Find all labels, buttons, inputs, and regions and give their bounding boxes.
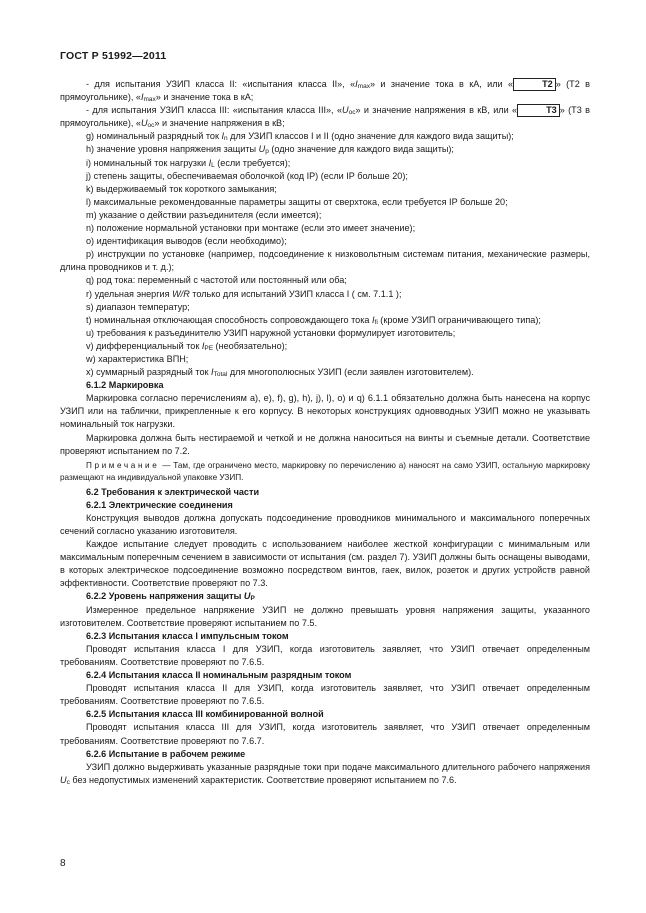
paragraph-connections-1: Конструкция выводов должна допускать подсоединение проводников минимального и максимального поперечных сечений согласно указанию изготовителя.: [60, 512, 590, 536]
list-item-s: s) диапазон температур;: [86, 301, 190, 312]
list-item-i: i) номинальный ток нагрузки $I_L$ (если требуется);: [86, 157, 291, 169]
list-item-r: r) удельная энергия W/R только для испытаний УЗИП класса I ( см. 7.1.1 );: [86, 288, 402, 299]
note: Примечание — Там, где ограничено место, маркировку по перечислению а) наносят на само УЗИП, остальную маркировку размещают на индивидуальной упаковке УЗИП.: [60, 460, 590, 482]
list-item-n: n) положение нормальной установки при монтаже (если это имеет значение);: [86, 223, 416, 234]
list-item-u: u) требования к разъединителю УЗИП наружной установки формулирует изготовитель;: [86, 327, 456, 338]
document-header: ГОСТ Р 51992—2011: [60, 50, 167, 62]
list-item-m: m) указание о действии разъединителя (если имеется);: [86, 209, 322, 220]
page-number: 8: [60, 858, 66, 869]
list-item-q: q) род тока: переменный с частотой или постоянный или оба;: [86, 275, 347, 286]
list-item-l: l) максимальные рекомендованные параметры защиты от сверхтока, если требуется IP больше 20;: [86, 196, 508, 207]
note-label: Примечание: [86, 460, 160, 470]
paragraph-class2-test: Проводят испытания класса II для УЗИП, когда изготовитель заявляет, что УЗИП отвечает определенным требованиям. Соответствие проверяют по 7.6.5.: [60, 683, 590, 707]
t3-boxed-symbol: T3: [517, 104, 560, 117]
list-item-x: x) суммарный разрядный ток $I_{Total}$ для многополюсных УЗИП (если заявлен изготовителем).: [86, 367, 474, 379]
paragraph-class3-test: Проводят испытания класса III для УЗИП, когда изготовитель заявляет, что УЗИП отвечает определенным требованиям. Соответствие проверяют по 7.6.7.: [60, 722, 590, 746]
list-item-h: h) значение уровня напряжения защиты $U_p$ (одно значение для каждого вида защиты);: [86, 144, 454, 156]
section-title-6-2-5: 6.2.5 Испытания класса III комбинированной волной: [86, 709, 324, 720]
t2-boxed-symbol: T2: [513, 78, 556, 91]
list-item-p: p) инструкции по установке (например, подсоединение к низковольтным системам питания, механические размеры, длина проводников и т. д.);: [60, 249, 590, 273]
paragraph-marking-1: Маркировка согласно перечислениям а), е), f), g), h), j), l), о) и q) 6.1.1 обязательно должна быть нанесена на корпус УЗИП или на таблички, прикрепленные к его корпусу. В некоторых конструкциях одновводных УЗИП можно не указывать номинальный ток нагрузки.: [60, 393, 590, 430]
paragraph-connections-2: Каждое испытание следует проводить с использованием наиболее жесткой конфигурации с минимальным или максимальным поперечным сечением в зависимости от испытания (см. раздел 7). УЗИП должны быть оснащены выводами, в которых электрическое подсоединение возможно посредством винтов, гаек, вилок, розеток и других устройств равной эффективности. Соответствие проверяют по 7.3.: [60, 539, 590, 589]
paragraph-class2-marking: - для испытания УЗИП класса II: «испытания класса II», «$I_{max}$» и значение тока в кА, или « T2 » (Т2 в прямоугольнике), «$I_{max}$» и значение тока в кА;: [60, 79, 590, 104]
section-title-6-2-4: 6.2.4 Испытания класса II номинальным разрядным током: [86, 670, 352, 681]
section-title-6-2: 6.2 Требования к электрической части: [86, 486, 260, 497]
list-item-t: t) номинальная отключающая способность сопровождающего тока $I_{fi}$ (кроме УЗИП ограничивающего типа);: [86, 314, 541, 326]
list-item-v: v) дифференциальный ток $I_{PE}$ (необязательно);: [86, 340, 288, 352]
list-item-o: o) идентификация выводов (если необходимо);: [86, 236, 287, 247]
list-item-k: k) выдерживаемый ток короткого замыкания;: [86, 183, 277, 194]
paragraph-class3-marking: - для испытания УЗИП класса III: «испытания класса III», «$U_{oc}$» и значение напряжения в кВ, или « T3 » (Т3 в прямоугольнике), «$U_{oc}$» и значение напряжения в кВ;: [60, 105, 590, 130]
section-title-6-1-2: 6.1.2 Маркировка: [86, 380, 164, 391]
page-content: [60, 78, 590, 787]
section-title-6-2-6: 6.2.6 Испытание в рабочем режиме: [86, 748, 246, 759]
section-title-6-2-1: 6.2.1 Электрические соединения: [86, 499, 233, 510]
list-item-g: g) номинальный разрядный ток $I_n$ для УЗИП классов I и II (одно значение для каждого вида защиты);: [86, 131, 514, 143]
paragraph-marking-2: Маркировка должна быть нестираемой и четкой и не должна наноситься на винты и съемные детали. Соответствие проверяют испытанием по 7.2.: [60, 432, 590, 456]
section-title-6-2-3: 6.2.3 Испытания класса I импульсным током: [86, 630, 289, 641]
list-item-j: j) степень защиты, обеспечиваемая оболочкой (код IP) (если IP больше 20);: [86, 170, 408, 181]
section-title-6-2-2: 6.2.2 Уровень напряжения защиты $U_P$: [86, 591, 255, 603]
paragraph-class1-test: Проводят испытания класса I для УЗИП, когда изготовитель заявляет, что УЗИП отвечает определенным требованиям. Соответствие проверяют по 7.6.5.: [60, 643, 590, 667]
list-item-w: w) характеристика ВПН;: [86, 353, 189, 364]
paragraph-operating-test: УЗИП должно выдерживать указанные разрядные токи при подаче максимального длительного рабочего напряжения $U_c$ без недопустимых изменений характеристик. Соответствие проверяют испытанием по 7.6.: [60, 761, 590, 786]
paragraph-protection-level: Измеренное предельное напряжение УЗИП не должно превышать уровня напряжения защиты, указанного изготовителем. Соответствие проверяют испытанием по 7.5.: [60, 604, 590, 628]
